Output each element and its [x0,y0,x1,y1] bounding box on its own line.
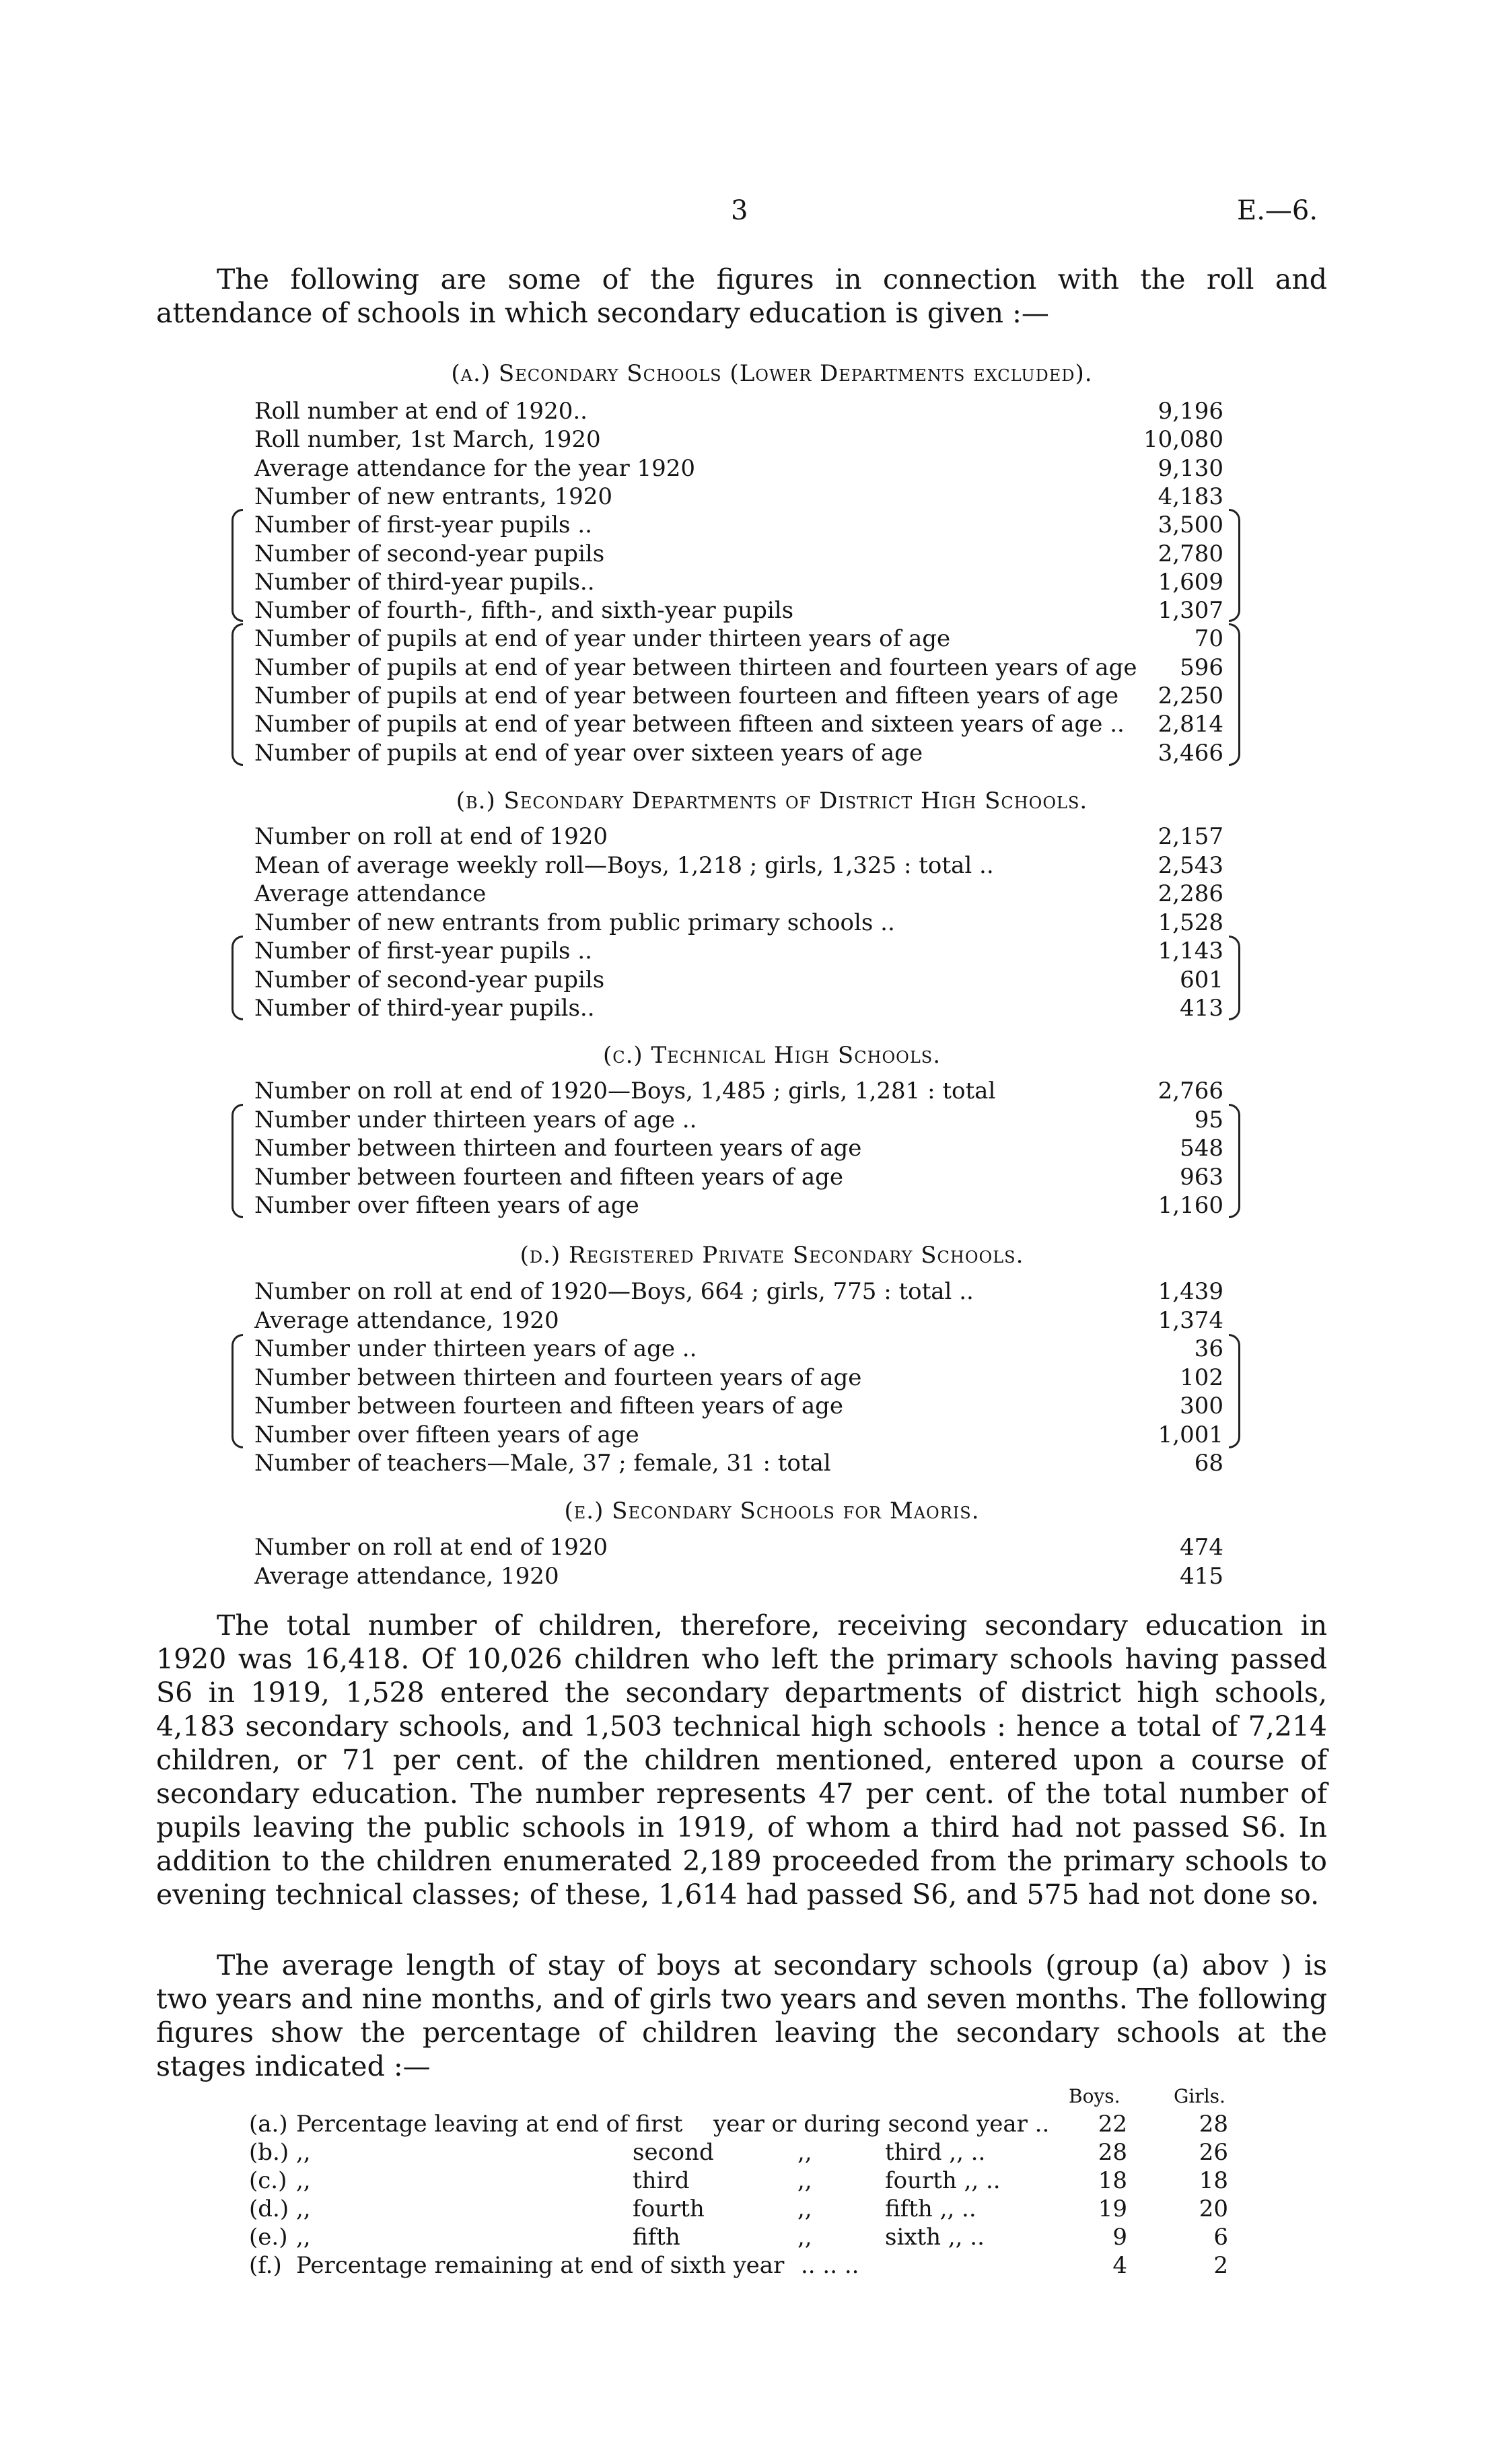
leaving-cell-key: (e.) [249,2224,288,2251]
leaving-cell-c3: ,, [797,2224,812,2251]
stat-value: 474 [1180,1534,1223,1561]
stat-value: 70 [1194,625,1223,653]
leaving-cell-key: (b.) [249,2139,289,2166]
stat-label: Number between fourteen and fifteen years of age [254,1163,843,1191]
section-e-title: (e.) Secondary Schools for Maoris. [564,1498,980,1524]
stat-row [254,1392,1223,1420]
stat-value: 102 [1180,1364,1223,1391]
stat-row [254,822,1223,851]
leaving-cell-c2: .. .. .. [801,2252,859,2279]
stat-value: 9,196 [1158,398,1223,425]
stat-row [254,425,1223,454]
leaving-cell-c3: ,, [797,2139,812,2166]
stat-value: 2,814 [1158,711,1223,738]
leaving-cell-key: (f.) [249,2252,282,2279]
stat-row [254,880,1223,908]
brace-c-right [1229,1104,1240,1218]
leaving-row [249,2110,1232,2138]
stat-label: Roll number, 1st March, 1920 [254,426,601,454]
stat-row [254,739,1223,767]
brace-d-right [1229,1334,1240,1448]
stat-label: Number between thirteen and fourteen years of age [254,1364,862,1391]
stat-value: 68 [1194,1450,1223,1477]
stat-label: Number between thirteen and fourteen years of age [254,1135,862,1162]
stat-label: Number of second-year pupils [254,966,605,993]
stat-row [254,596,1223,625]
stat-label: Number of second-year pupils [254,540,605,567]
stat-row [254,625,1223,653]
column-boys-header: Boys. [1069,2085,1120,2107]
stat-row [254,654,1223,682]
stat-value: 2,766 [1158,1078,1223,1104]
stat-value: 95 [1194,1106,1223,1133]
stat-value: 596 [1180,654,1223,681]
leaving-cell-boys: 28 [1098,2139,1127,2166]
stat-value: 2,286 [1158,880,1223,907]
leaving-cell-c1: Percentage remaining at end of sixth year [296,2252,785,2279]
stat-label: Number of third-year pupils.. [254,568,595,596]
stat-value: 1,001 [1158,1421,1223,1448]
leaving-cell-c1: Percentage leaving at end of first [296,2111,683,2138]
stat-row [254,994,1223,1022]
leaving-cell-c2: second [633,2139,714,2166]
leaving-cell-key: (d.) [249,2195,289,2222]
leaving-cell-girls: 26 [1199,2139,1228,2166]
stat-value: 413 [1180,995,1223,1022]
leaving-cell-c4: fourth ,, .. [885,2167,1001,2194]
leaving-row [249,2195,1232,2223]
document-reference: E.—6. [1237,195,1318,226]
stat-value: 2,543 [1158,851,1223,879]
leaving-cell-girls: 18 [1199,2167,1228,2194]
section-a-title: (a.) Secondary Schools (Lower Departments excluded). [451,360,1093,387]
leaving-cell-key: (c.) [249,2167,287,2194]
section-b-title: (b.) Secondary Departments of District High Schools. [456,787,1088,814]
stat-row [254,1335,1223,1363]
stat-label: Number of pupils at end of year between fourteen and fifteen years of age [254,682,1119,709]
stat-value: 300 [1180,1393,1223,1419]
brace-c-left [232,1104,243,1218]
stat-row [254,1562,1223,1590]
stat-label: Number of pupils at end of year between thirteen and fourteen years of age [254,654,1137,681]
leaving-cell-c2: fifth [633,2224,680,2251]
stat-label: Number between fourteen and fifteen years of age [254,1393,843,1419]
leaving-cell-boys: 9 [1112,2224,1127,2251]
stat-value: 2,157 [1158,823,1223,850]
stat-value: 2,780 [1158,540,1223,567]
leaving-row [249,2138,1232,2167]
brace-b-left [232,936,243,1020]
stat-label: Number on roll at end of 1920 [254,823,608,850]
stat-row [254,1106,1223,1134]
stat-value: 2,250 [1158,682,1223,709]
stat-row [254,710,1223,738]
stat-value: 601 [1180,966,1223,993]
leaving-cell-c3: ,, [797,2167,812,2194]
stat-label: Number of pupils at end of year under thirteen years of age [254,625,951,653]
brace-d-left [232,1334,243,1448]
stat-value: 9,130 [1158,454,1223,482]
stat-label: Mean of average weekly roll—Boys, 1,218 ; girls, 1,325 : total .. [254,851,994,879]
stat-label: Average attendance, 1920 [254,1306,559,1334]
stat-label: Average attendance [254,880,487,907]
section-d-title: (d.) Registered Private Secondary Schools. [520,1242,1024,1269]
stat-row [254,483,1223,511]
stat-row [254,851,1223,880]
stat-label: Number of fourth-, fifth-, and sixth-year pupils [254,597,794,625]
stat-label: Roll number at end of 1920.. [254,398,588,425]
brace-a-years-left [232,509,243,622]
stat-row [254,568,1223,596]
stat-value: 415 [1180,1562,1223,1590]
stat-value: 3,466 [1158,739,1223,767]
stat-label: Number under thirteen years of age .. [254,1335,697,1362]
stat-value: 548 [1180,1135,1223,1162]
leaving-cell-girls: 28 [1199,2111,1228,2138]
stat-value: 36 [1194,1335,1223,1362]
stat-label: Number of third-year pupils.. [254,995,595,1022]
leaving-cell-c4: third ,, .. [885,2139,986,2166]
leaving-cell-c1: ,, [296,2224,311,2251]
leaving-cell-girls: 20 [1199,2195,1228,2222]
stat-label: Number of pupils at end of year between fifteen and sixteen years of age .. [254,711,1125,738]
stat-label: Number under thirteen years of age .. [254,1106,697,1133]
leaving-cell-c2: fourth [633,2195,705,2222]
stat-value: 1,439 [1158,1278,1223,1305]
stat-label: Number over fifteen years of age [254,1192,639,1219]
intro-paragraph: The following are some of the figures in connection with the roll and attendance of schools in which secondary education is given :— [156,263,1327,329]
leaving-cell-c4: fifth ,, .. [885,2195,976,2222]
stat-row [254,1191,1223,1220]
stat-row [254,1421,1223,1449]
stat-label: Number on roll at end of 1920—Boys, 1,485 ; girls, 1,281 : total [254,1078,996,1104]
stat-value: 1,609 [1158,568,1223,596]
stat-row [254,1077,1223,1105]
section-c-title: (c.) Technical High Schools. [602,1042,941,1069]
leaving-row [249,2167,1232,2195]
column-girls-header: Girls. [1174,2085,1225,2107]
stat-row [254,511,1223,539]
stat-value: 4,183 [1158,483,1223,510]
stat-value: 10,080 [1143,426,1223,454]
stat-value: 1,160 [1158,1192,1223,1219]
stat-label: Average attendance for the year 1920 [254,454,696,482]
leaving-cell-boys: 4 [1112,2252,1127,2279]
length-of-stay-paragraph: The average length of stay of boys at secondary schools (group (a) abov ) is two years and nine months, and of girls two years and seven months. The following figures show the percentage of children leaving the secondary schools at the stages indicated :— [156,1949,1327,2082]
leaving-cell-girls: 6 [1213,2224,1228,2251]
stat-row [254,937,1223,965]
stat-label: Number over fifteen years of age [254,1421,639,1448]
stat-row [254,1163,1223,1191]
stat-row [254,540,1223,568]
stat-label: Number of first-year pupils .. [254,938,592,964]
stat-label: Average attendance, 1920 [254,1562,559,1590]
stat-row [254,1533,1223,1561]
brace-b-right [1229,936,1240,1020]
stat-row [254,1277,1223,1306]
stat-row [254,454,1223,483]
stat-value: 3,500 [1158,512,1223,539]
stat-row [254,909,1223,937]
stat-row [254,397,1223,425]
stat-row [254,682,1223,710]
stat-label: Number of new entrants from public primary schools .. [254,909,895,936]
stat-value: 1,528 [1158,909,1223,936]
stat-row [254,1364,1223,1392]
total-children-paragraph: The total number of children, therefore, receiving secondary education in 1920 was 16,418. Of 10,026 children who left the primary schools having passed S6 in 1919, 1,528 entered the secondary departments of district high schools, 4,183 secondary schools, and 1,503 technical high schools : hence a total of 7,214 children, or 71 per cent. of the children mentioned, entered upon a course of secondary education. The number represents 47 per cent. of the total number of pupils leaving the public schools in 1919, of whom a third had not passed S6. In addition to the children enumerated 2,189 proceeded from the primary schools to evening technical classes; of these, 1,614 had passed S6, and 575 had not done so. [156,1609,1327,1911]
stat-value: 963 [1180,1163,1223,1191]
stat-label: Number on roll at end of 1920—Boys, 664 ; girls, 775 : total .. [254,1278,974,1305]
stat-label: Number of pupils at end of year over sixteen years of age [254,739,923,767]
page-number: 3 [731,195,748,226]
stat-label: Number on roll at end of 1920 [254,1534,608,1561]
leaving-cell-boys: 22 [1098,2111,1127,2138]
brace-a-ages-right [1229,623,1240,766]
leaving-cell-boys: 19 [1098,2195,1127,2222]
leaving-cell-c3: ,, [797,2195,812,2222]
leaving-row [249,2223,1232,2251]
leaving-cell-c1: ,, [296,2195,311,2222]
stat-value: 1,143 [1158,938,1223,964]
brace-a-ages-left [232,623,243,766]
leaving-cell-c2: year or during second year .. [713,2111,1050,2138]
stat-value: 1,374 [1158,1306,1223,1334]
leaving-cell-c1: ,, [296,2139,311,2166]
leaving-cell-boys: 18 [1098,2167,1127,2194]
brace-a-years-right [1229,509,1240,622]
stat-row [254,1306,1223,1335]
stat-row [254,966,1223,994]
leaving-cell-c4: sixth ,, .. [885,2224,985,2251]
stat-label: Number of first-year pupils .. [254,512,592,539]
stat-row [254,1449,1223,1477]
stat-value: 1,307 [1158,597,1223,625]
leaving-cell-c1: ,, [296,2167,311,2194]
leaving-cell-key: (a.) [249,2111,288,2138]
leaving-cell-girls: 2 [1213,2252,1228,2279]
leaving-row [249,2251,1232,2280]
stat-row [254,1134,1223,1162]
stat-label: Number of teachers—Male, 37 ; female, 31 : total [254,1450,831,1477]
leaving-cell-c2: third [633,2167,690,2194]
stat-label: Number of new entrants, 1920 [254,483,612,510]
